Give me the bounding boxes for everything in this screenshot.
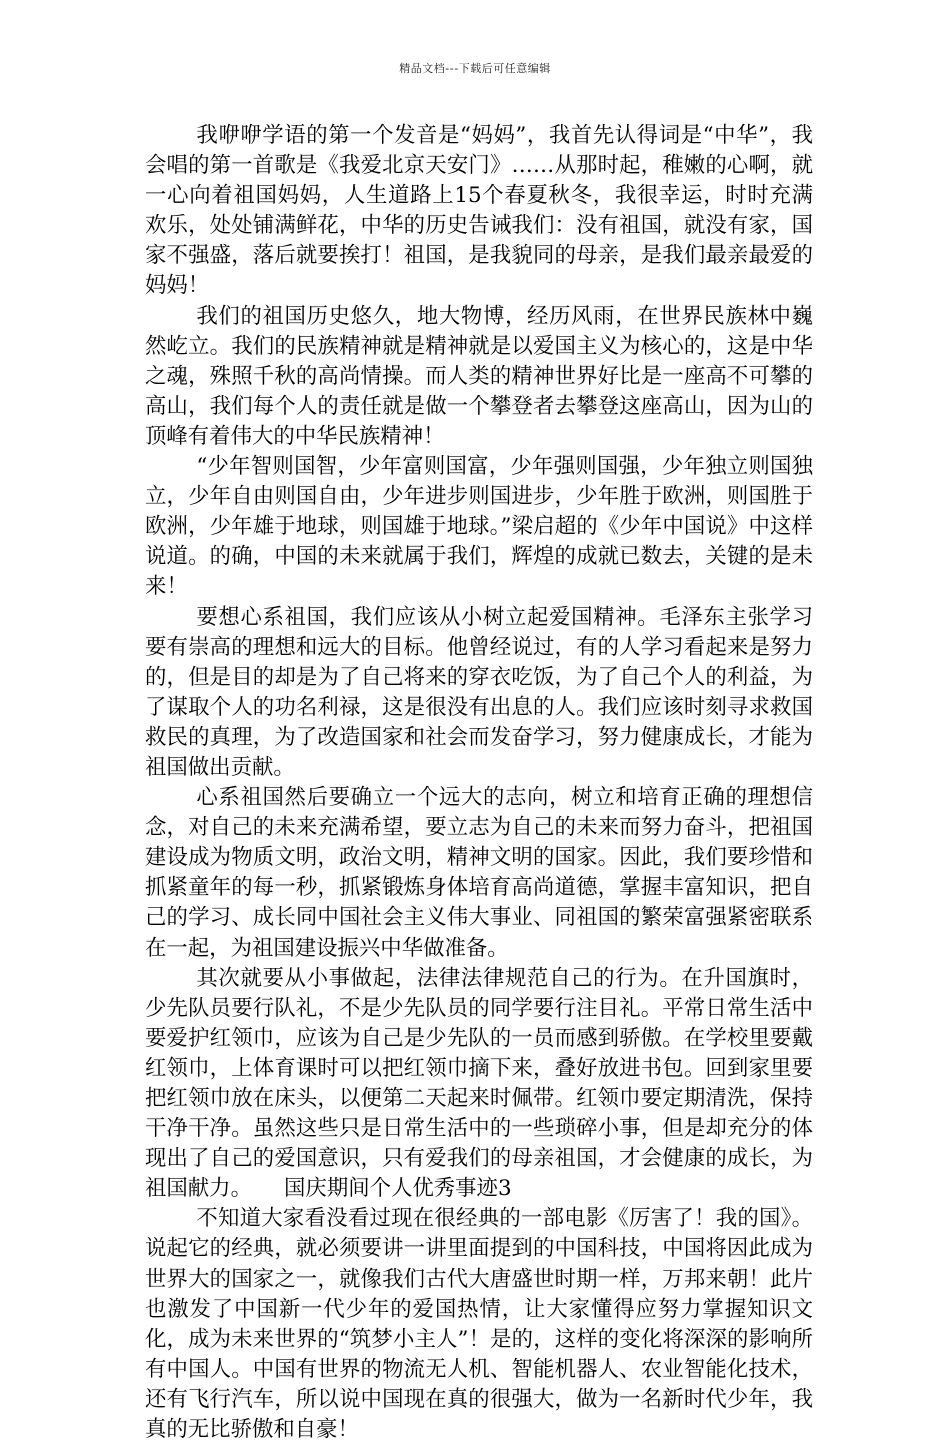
paragraph: “少年智则国智，少年富则国富，少年强则国强，少年独立则国独立，少年自由则国自由，少年进步则国进步，少年胜于欧洲，则国胜于欧洲，少年雄于地球，则国雄于地球。”梁启超的《少年中国说》中这样说道。的确，中国的未来就属于我们，辉煌的成就已数去，关键的是未来！ bbox=[145, 454, 813, 600]
paragraph: 心系祖国然后要确立一个远大的志向，树立和培育正确的理想信念，对自己的未来充满希望，要立志为自己的未来而努力奋斗，把祖国建设成为物质文明，政治文明，精神文明的国家。因此，我们要珍惜和抓紧童年的每一秒，抓紧锻炼身体培育高尚道德，掌握丰富知识，把自己的学习、成长同中国社会主义伟大事业、同祖国的繁荣富强紧密联系在一起，为祖国建设振兴中华做准备。 bbox=[145, 785, 813, 961]
paragraph: 我咿咿学语的第一个发音是“妈妈”，我首先认得词是“中华”，我会唱的第一首歌是《我爱北京天安门》……从那时起，稚嫩的心啊，就一心向着祖国妈妈，人生道路上15个春夏秋冬，我很幸运，时时充满欢乐，处处铺满鲜花，中华的历史告诫我们：没有祖国，就没有家，国家不强盛，落后就要挨打！祖国，是我貌同的母亲，是我们最亲最爱的妈妈！ bbox=[145, 123, 813, 299]
paragraph: 要想心系祖国，我们应该从小树立起爱国精神。毛泽东主张学习要有崇高的理想和远大的目标。他曾经说过，有的人学习看起来是努力的，但是目的却是为了自己将来的穿衣吃饭，为了自己个人的利益，为了谋取个人的功名利禄，这是很没有出息的人。我们应该时刻寻求救国救民的真理，为了改造国家和社会而发奋学习，努力健康成长，才能为祖国做出贡献。 bbox=[145, 604, 813, 780]
paragraph: 不知道大家看没看过现在很经典的一部电影《厉害了！我的国》。说起它的经典，就必须要讲一讲里面提到的中国科技，中国将因此成为世界大的国家之一，就像我们古代大唐盛世时期一样，万邦来朝！此片也激发了中国新一代少年的爱国热情，让大家懂得应努力掌握知识文化，成为未来世界的“筑梦小主人”！是的，这样的变化将深深的影响所有中国人。中国有世界的物流无人机、智能机器人、农业智能化技术，还有飞行汽车，所以说中国现在真的很强大，做为一名新时代少年，我真的无比骄傲和自豪！ bbox=[145, 1206, 813, 1443]
document-body bbox=[145, 121, 813, 1445]
page-header: 精品文档---下载后可任意编辑 bbox=[399, 62, 551, 75]
paragraph: 其次就要从小事做起，法律法律规范自己的行为。在升国旗时，少先队员要行队礼，不是少先队员的同学要行注目礼。平常日常生活中要爱护红领巾，应该为自己是少先队的一员而感到骄傲。在学校里要戴红领巾，上体育课时可以把红领巾摘下来，叠好放进书包。回到家里要把红领巾放在床头，以便第二天起来时佩带。红领巾要定期清洗，保持干净干净。虽然这些只是日常生活中的一些琐碎小事，但是却充分的体现出了自己的爱国意识，只有爱我们的母亲祖国，才会健康的成长，为祖国献力。 国庆期间个人优秀事迹3 bbox=[145, 965, 813, 1202]
paragraph: 我们的祖国历史悠久，地大物博，经历风雨，在世界民族林中巍然屹立。我们的民族精神就是精神就是以爱国主义为核心的，这是中华之魂，殊照千秋的高尚情操。而人类的精神世界好比是一座高不可攀的高山，我们每个人的责任就是做一个攀登者去攀登这座高山，因为山的顶峰有着伟大的中华民族精神！ bbox=[145, 303, 813, 449]
